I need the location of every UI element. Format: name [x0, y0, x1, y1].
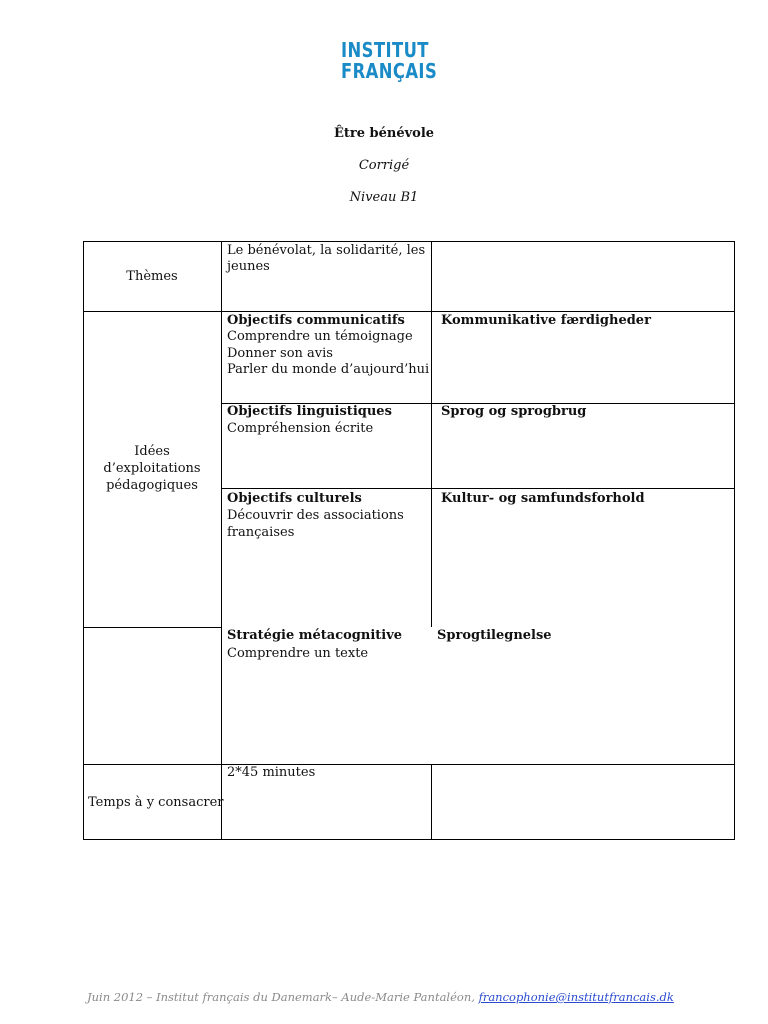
strat-heading: Stratégie métacognitive	[227, 628, 403, 643]
strat-item: Comprendre un texte	[227, 646, 369, 661]
table-divider	[83, 627, 222, 628]
document-title: Être bénévole	[333, 126, 435, 141]
ling-item: Compréhension écrite	[227, 421, 374, 436]
table-divider	[431, 241, 432, 627]
cult-heading: Objectifs culturels	[227, 491, 362, 506]
themes-value-line-1: Le bénévolat, la solidarité, les	[227, 243, 426, 258]
ling-danish: Sprog og sprogbrug	[441, 404, 587, 419]
document-level: Niveau B1	[349, 190, 419, 205]
time-label: Temps à y consacrer	[88, 795, 224, 810]
comm-item: Parler du monde d’aujourd’hui	[227, 362, 430, 377]
table-divider	[221, 488, 735, 489]
table-divider	[83, 311, 735, 312]
time-value: 2*45 minutes	[227, 765, 316, 780]
footer-text: Juin 2012 – Institut français du Danemark– Aude-Marie Pantaléon,	[87, 990, 479, 1004]
ideas-label-line-1: Idées	[134, 444, 170, 459]
document-subtitle: Corrigé	[358, 158, 410, 173]
page-footer	[87, 990, 674, 1004]
themes-label: Thèmes	[126, 269, 178, 284]
cult-item: Découvrir des associations	[227, 508, 404, 523]
table-divider	[83, 764, 735, 765]
comm-heading: Objectifs communicatifs	[227, 313, 405, 328]
table-divider	[431, 765, 432, 840]
comm-danish: Kommunikative færdigheder	[441, 313, 651, 328]
cult-item: françaises	[227, 525, 295, 540]
ideas-label-line-3: pédagogiques	[106, 478, 198, 493]
comm-item: Donner son avis	[227, 346, 333, 361]
logo-line-1: INSTITUT	[341, 38, 429, 62]
cult-danish: Kultur- og samfundsforhold	[441, 491, 645, 506]
logo-line-2: FRANÇAIS	[341, 59, 438, 83]
strat-danish: Sprogtilegnelse	[437, 628, 552, 643]
table-divider	[221, 241, 222, 840]
institut-francais-logo	[341, 40, 439, 82]
ideas-label-line-2: d’exploitations	[103, 461, 201, 476]
footer-email-link[interactable]: francophonie@institutfrancais.dk	[478, 990, 674, 1004]
comm-item: Comprendre un témoignage	[227, 329, 413, 344]
themes-value-line-2: jeunes	[227, 259, 270, 274]
ling-heading: Objectifs linguistiques	[227, 404, 392, 419]
